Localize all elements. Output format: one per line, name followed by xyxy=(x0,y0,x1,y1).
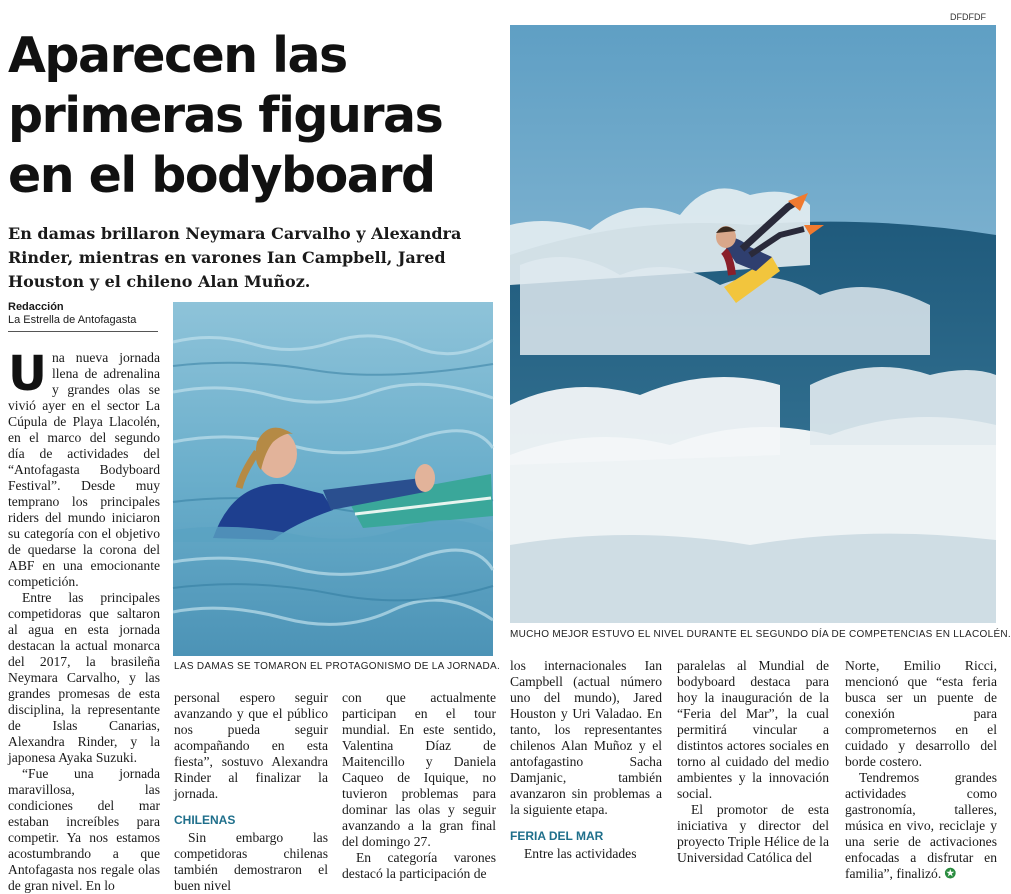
paragraph-6: con que actualmente participan en el tour mundial. En este sentido, Valentina Díaz de Maitencillo y Daniela Caqueo de Iquique, no tuvieron problemas para dominar las olas y seguir avanzando a la gran final del domingo 27. xyxy=(342,690,496,849)
end-mark-icon: ✪ xyxy=(944,866,957,881)
subhead-chilenas: CHILENAS xyxy=(174,813,236,827)
paragraph-13: Tendremos grandes actividades como gastronomía, talleres, música en vivo, reciclaje y una serie de activaciones enfocadas a disfrutar en familia”, finalizó. ✪ xyxy=(845,770,997,881)
column-6 xyxy=(845,658,997,882)
paragraph-10: paralelas al Mundial de bodyboard destaca para hoy la inauguración de la “Feria del Mar”, la cual permitirá vincular a distintos actores sociales en torno al cuidado del medio ambientes y la innovación social. xyxy=(677,658,829,801)
paragraph-2: Entre las principales competidoras que saltaron al agua en esta jornada destacan la actual monarca del 2017, la brasileña Neymara Carvalho, y las grandes promesas de esta disciplina, la representante de Islas Canarias, Alexandra Rinder, y la japonesa Ayaka Suzuki. xyxy=(8,590,160,765)
paragraph-11: El promotor de esta iniciativa y director del proyecto Triple Hélice de la Universidad Católica del xyxy=(677,802,829,865)
column-5 xyxy=(677,658,829,866)
paragraph-9: Entre las actividades xyxy=(524,846,637,861)
paragraph-4: personal espero seguir avanzando y que el público nos pueda seguir acompañando en esta fiesta”, sostuvo Alexandra Rinder al finalizar la jornada. xyxy=(174,690,328,801)
column-4 xyxy=(510,658,662,862)
column-2 xyxy=(174,690,328,894)
paragraph-5: Sin embargo las competidoras chilenas también demostraron el buen nivel xyxy=(174,830,328,893)
deck-subtitle: En damas brillaron Neymara Carvalho y Alexandra Rinder, mientras en varones Ian Campbell, Jared Houston y el chileno Alan Muñoz. xyxy=(8,224,462,291)
byline xyxy=(8,301,158,332)
column-1 xyxy=(8,346,160,894)
large-photo-caption: MUCHO MEJOR ESTUVO EL NIVEL DURANTE EL SEGUNDO DÍA DE COMPETENCIAS EN LLACOLÉN. xyxy=(510,629,1011,640)
bodyboarder-wave-photo xyxy=(510,25,996,623)
byline-author: Redacción xyxy=(8,301,64,313)
female-bodyboarder-photo xyxy=(173,302,493,656)
drop-cap: U xyxy=(8,346,47,402)
paragraph-8: los internacionales Ian Campbell (actual número uno del mundo), Jared Houston y Uri Valadao. En tanto, los representantes chilenos Alan Muñoz y el antofagastino Sacha Damjanic, también avanzaron sin problemas a la siguiente etapa. xyxy=(510,658,662,817)
paragraph-12: Norte, Emilio Ricci, mencionó que “esta feria busca ser un puente de conexión para comprometernos en el cuidado y desarrollo del borde costero. xyxy=(845,658,997,769)
column-3 xyxy=(342,690,496,882)
paragraph-7: En categoría varones destacó la participación de xyxy=(342,850,496,881)
paragraph-1: Una nueva jornada llena de adrenalina y grandes olas se vivió ayer en el sector La Cúpula de Playa Llacolén, en el marco del segundo día de actividades del “Antofagasta Bodyboard Festival”. Desde muy temprano los principales riders del mundo iniciaron su categoría con el objetivo de quedarse la corona del ABF en una emocionante competición. xyxy=(8,346,160,589)
subhead-feria-del-mar: FERIA DEL MAR xyxy=(510,829,604,843)
headline: Aparecen las primeras figuras en el bodyboard xyxy=(8,27,443,204)
page-code: DFDFDF xyxy=(950,12,986,22)
small-photo-caption: LAS DAMAS SE TOMARON EL PROTAGONISMO DE LA JORNADA. xyxy=(174,661,501,672)
paragraph-3: “Fue una jornada maravillosa, las condiciones del mar estaban increíbles para competir. Ya nos estamos acostumbrando a que Antofagasta nos regale olas de gran nivel. En lo xyxy=(8,766,160,893)
byline-outlet: La Estrella de Antofagasta xyxy=(8,314,137,326)
